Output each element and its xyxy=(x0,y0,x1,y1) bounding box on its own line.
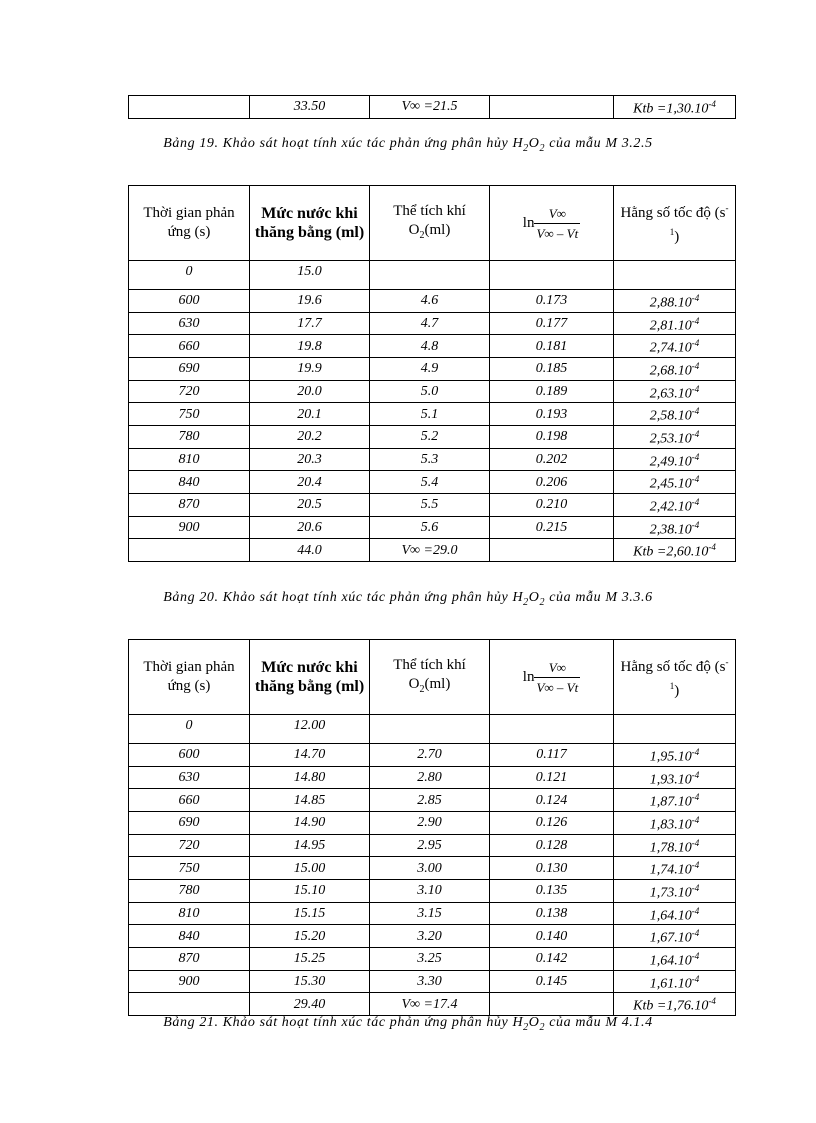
exponent: -4 xyxy=(691,973,700,984)
table-cell: 14.95 xyxy=(250,834,370,857)
table-cell: 0.130 xyxy=(490,857,614,880)
table-cell: 19.9 xyxy=(250,357,370,380)
table-cell: Ktb $=2,60.10^{-4}$ xyxy=(614,539,736,562)
table-row xyxy=(129,834,736,857)
header-ln-ratio: ln $\frac{V\infty}{V\infty - Vt}$ xyxy=(490,186,614,261)
exponent: -4 xyxy=(691,474,700,485)
exponent: -4 xyxy=(708,996,716,1007)
table-cell: 20.2 xyxy=(250,425,370,448)
table-cell: 0.181 xyxy=(490,335,614,358)
table-cell xyxy=(490,261,614,290)
table-cell: $2,38.10^{-4}$ xyxy=(614,516,736,539)
header-row xyxy=(129,640,736,715)
table-cell: 0.177 xyxy=(490,312,614,335)
table-cell: 0.202 xyxy=(490,448,614,471)
table-cell: 600 xyxy=(129,290,250,313)
table-row xyxy=(129,425,736,448)
table-cell: 0.128 xyxy=(490,834,614,857)
table-cell: $2,74.10^{-4}$ xyxy=(614,335,736,358)
table-cell: V∞ =21.5 xyxy=(370,96,490,119)
table-cell: 0.189 xyxy=(490,380,614,403)
table-row xyxy=(129,970,736,993)
table-cell: 3.00 xyxy=(370,857,490,880)
table-cell: 3.30 xyxy=(370,970,490,993)
table-cell: $1,64.10^{-4}$ xyxy=(614,902,736,925)
exponent: -4 xyxy=(691,360,700,371)
table-cell: 5.6 xyxy=(370,516,490,539)
table-cell: 14.80 xyxy=(250,766,370,789)
table-cell: 0.140 xyxy=(490,925,614,948)
table-cell: 5.1 xyxy=(370,403,490,426)
table-cell: 20.5 xyxy=(250,493,370,516)
table-cell: 0.126 xyxy=(490,811,614,834)
table-cell: $2,88.10^{-4}$ xyxy=(614,290,736,313)
table-cell: 14.70 xyxy=(250,744,370,767)
table-18-last-row xyxy=(128,95,736,119)
table-cell xyxy=(614,96,736,119)
table-cell: 17.7 xyxy=(250,312,370,335)
table-cell: 5.2 xyxy=(370,425,490,448)
table-cell: 2.70 xyxy=(370,744,490,767)
table-cell: $1,93.10^{-4}$ xyxy=(614,766,736,789)
table-cell xyxy=(490,715,614,744)
table-cell: $2,68.10^{-4}$ xyxy=(614,357,736,380)
exponent: -4 xyxy=(691,496,700,507)
caption-table-19: Bảng 19. Khảo sát hoạt tính xúc tác phản ứng phân hủy $H_2O_2$ của mẫu M 3.2.5 xyxy=(163,136,653,154)
table-cell: 4.8 xyxy=(370,335,490,358)
table-cell: $2,42.10^{-4}$ xyxy=(614,493,736,516)
table-cell: 0.117 xyxy=(490,744,614,767)
data-table-sample-m325 xyxy=(128,185,736,562)
table-cell: 2.95 xyxy=(370,834,490,857)
table-cell: 0.142 xyxy=(490,947,614,970)
exponent: -4 xyxy=(691,928,700,939)
table-row xyxy=(129,380,736,403)
table-cell: $2,49.10^{-4}$ xyxy=(614,448,736,471)
table-cell: 690 xyxy=(129,357,250,380)
table-cell: 630 xyxy=(129,312,250,335)
table-cell: $1,83.10^{-4}$ xyxy=(614,811,736,834)
table-cell: V∞ =29.0 xyxy=(370,539,490,562)
exponent: -4 xyxy=(708,542,716,553)
table-cell: 0.206 xyxy=(490,471,614,494)
table-cell: 4.7 xyxy=(370,312,490,335)
exponent: -4 xyxy=(691,882,700,893)
table-cell: 0.198 xyxy=(490,425,614,448)
table-cell: 900 xyxy=(129,516,250,539)
table-cell: 20.3 xyxy=(250,448,370,471)
exponent: -4 xyxy=(691,451,700,462)
exponent: -4 xyxy=(691,315,700,326)
table-cell: 0.215 xyxy=(490,516,614,539)
table-cell: $1,64.10^{-4}$ xyxy=(614,947,736,970)
table-cell: 5.5 xyxy=(370,493,490,516)
table-cell: 15.00 xyxy=(250,857,370,880)
table-cell xyxy=(490,539,614,562)
table-cell xyxy=(370,715,490,744)
table-cell: 15.20 xyxy=(250,925,370,948)
table-cell xyxy=(129,539,250,562)
table-cell: 20.1 xyxy=(250,403,370,426)
table-row xyxy=(129,539,736,562)
header-rate-constant: Hằng số tốc độ $(s^{-1})$ xyxy=(614,640,736,715)
table-row xyxy=(129,493,736,516)
table-row xyxy=(129,335,736,358)
table-cell xyxy=(490,96,614,119)
table-cell: 840 xyxy=(129,925,250,948)
header-water-level: Mức nước khi thăng bằng (ml) xyxy=(250,186,370,261)
table-cell xyxy=(490,993,614,1016)
table-row xyxy=(129,471,736,494)
header-rate-constant: Hằng số tốc độ $(s^{-1})$ xyxy=(614,186,736,261)
table-cell: $1,73.10^{-4}$ xyxy=(614,879,736,902)
table-cell: 3.20 xyxy=(370,925,490,948)
header-ln-ratio: ln $\frac{V\infty}{V\infty - Vt}$ xyxy=(490,640,614,715)
table-row xyxy=(129,448,736,471)
exponent: -4 xyxy=(691,293,700,303)
exponent: -4 xyxy=(691,860,700,871)
table-cell: 0.121 xyxy=(490,766,614,789)
caption-table-21: Bảng 21. Khảo sát hoạt tính xúc tác phản ứng phân hủy $H_2O_2$ của mẫu M 4.1.4 xyxy=(163,1015,653,1033)
exponent: -4 xyxy=(691,769,700,780)
table-cell: 780 xyxy=(129,425,250,448)
table-cell: 3.10 xyxy=(370,879,490,902)
exponent: -4 xyxy=(691,950,700,961)
table-cell: 2.80 xyxy=(370,766,490,789)
table-cell: 15.25 xyxy=(250,947,370,970)
table-cell: $1,61.10^{-4}$ xyxy=(614,970,736,993)
table-cell: 720 xyxy=(129,380,250,403)
table-row xyxy=(129,516,736,539)
table-cell: 5.0 xyxy=(370,380,490,403)
table-cell: 0.124 xyxy=(490,789,614,812)
table-cell: 12.00 xyxy=(250,715,370,744)
table-row xyxy=(129,925,736,948)
table-cell: 750 xyxy=(129,403,250,426)
table-cell: 0.173 xyxy=(490,290,614,313)
exponent: -4 xyxy=(691,905,700,916)
table-cell: $1,67.10^{-4}$ xyxy=(614,925,736,948)
table-row xyxy=(129,744,736,767)
table-cell: 780 xyxy=(129,879,250,902)
table-cell: 20.0 xyxy=(250,380,370,403)
table-cell: 0 xyxy=(129,261,250,290)
header-time: Thời gian phản ứng (s) xyxy=(129,186,250,261)
table-cell: $2,63.10^{-4}$ xyxy=(614,380,736,403)
table-cell: 3.15 xyxy=(370,902,490,925)
table-cell: $2,58.10^{-4}$ xyxy=(614,403,736,426)
table-row xyxy=(129,357,736,380)
table-cell: 840 xyxy=(129,471,250,494)
exponent: -4 xyxy=(691,814,700,825)
table-cell: 720 xyxy=(129,834,250,857)
table-cell xyxy=(614,261,736,290)
table-cell: 15.0 xyxy=(250,261,370,290)
table-cell: 33.50 xyxy=(250,96,370,119)
table-row xyxy=(129,789,736,812)
table-cell: $1,78.10^{-4}$ xyxy=(614,834,736,857)
table-row xyxy=(129,766,736,789)
table-row xyxy=(129,715,736,744)
table-row xyxy=(129,879,736,902)
table-row xyxy=(129,947,736,970)
table-cell: 15.15 xyxy=(250,902,370,925)
header-gas-volume: Thể tích khí $O_2(ml)$ xyxy=(370,640,490,715)
table-cell: 630 xyxy=(129,766,250,789)
table-cell: 0.145 xyxy=(490,970,614,993)
table-cell: 690 xyxy=(129,811,250,834)
table-cell: 750 xyxy=(129,857,250,880)
table-cell: 660 xyxy=(129,335,250,358)
table-cell: 600 xyxy=(129,744,250,767)
data-table-sample-m336 xyxy=(128,639,736,1016)
table-cell: 4.9 xyxy=(370,357,490,380)
table-cell: 20.4 xyxy=(250,471,370,494)
table-cell: $2,81.10^{-4}$ xyxy=(614,312,736,335)
table-cell: 0.135 xyxy=(490,879,614,902)
exponent: -4 xyxy=(691,747,700,757)
table-cell: 0.210 xyxy=(490,493,614,516)
header-time: Thời gian phản ứng (s) xyxy=(129,640,250,715)
ktb-value: Ktb =1,30.10 xyxy=(633,101,709,117)
table-cell xyxy=(614,715,736,744)
table-cell: 15.30 xyxy=(250,970,370,993)
table-row xyxy=(129,290,736,313)
table-cell: 660 xyxy=(129,789,250,812)
table-cell: $1,74.10^{-4}$ xyxy=(614,857,736,880)
table-row xyxy=(129,96,736,119)
exponent: -4 xyxy=(691,338,700,349)
table-cell: 14.85 xyxy=(250,789,370,812)
exponent: -4 xyxy=(691,837,700,848)
table-cell xyxy=(129,96,250,119)
table-row xyxy=(129,403,736,426)
table-cell: 4.6 xyxy=(370,290,490,313)
exponent: -4 xyxy=(691,519,700,530)
table-row xyxy=(129,312,736,335)
table-cell: 3.25 xyxy=(370,947,490,970)
table-cell: 900 xyxy=(129,970,250,993)
table-cell: 810 xyxy=(129,902,250,925)
exponent: -4 xyxy=(691,792,700,803)
table-cell: 19.8 xyxy=(250,335,370,358)
table-cell: V∞ =17.4 xyxy=(370,993,490,1016)
table-cell: $2,53.10^{-4}$ xyxy=(614,425,736,448)
table-cell: Ktb $=1,76.10^{-4}$ xyxy=(614,993,736,1016)
table-cell: 20.6 xyxy=(250,516,370,539)
header-water-level: Mức nước khi thăng bằng (ml) xyxy=(250,640,370,715)
table-cell: 29.40 xyxy=(250,993,370,1016)
table-cell: $1,87.10^{-4}$ xyxy=(614,789,736,812)
table-cell: 19.6 xyxy=(250,290,370,313)
table-cell: 2.90 xyxy=(370,811,490,834)
table-cell: 0.138 xyxy=(490,902,614,925)
table-cell xyxy=(370,261,490,290)
table-cell: 2.85 xyxy=(370,789,490,812)
table-cell: 810 xyxy=(129,448,250,471)
table-cell: 15.10 xyxy=(250,879,370,902)
table-cell: 0.185 xyxy=(490,357,614,380)
table-cell: 14.90 xyxy=(250,811,370,834)
table-cell: 44.0 xyxy=(250,539,370,562)
table-cell: $1,95.10^{-4}$ xyxy=(614,744,736,767)
exponent: -4 xyxy=(691,406,700,417)
exponent: -4 xyxy=(708,99,716,109)
exponent: -4 xyxy=(691,428,700,439)
header-gas-volume: Thể tích khí $O_2(ml)$ xyxy=(370,186,490,261)
table-row xyxy=(129,811,736,834)
table-row xyxy=(129,993,736,1016)
table-row xyxy=(129,857,736,880)
table-cell: $2,45.10^{-4}$ xyxy=(614,471,736,494)
table-row xyxy=(129,261,736,290)
table-cell: 870 xyxy=(129,493,250,516)
table-cell: 5.4 xyxy=(370,471,490,494)
table-cell: 0.193 xyxy=(490,403,614,426)
table-cell: 0 xyxy=(129,715,250,744)
table-cell xyxy=(129,993,250,1016)
table-cell: 870 xyxy=(129,947,250,970)
table-cell: 5.3 xyxy=(370,448,490,471)
header-row xyxy=(129,186,736,261)
table-row xyxy=(129,902,736,925)
exponent: -4 xyxy=(691,383,700,394)
caption-table-20: Bảng 20. Khảo sát hoạt tính xúc tác phản ứng phân hủy $H_2O_2$ của mẫu M 3.3.6 xyxy=(163,590,653,608)
